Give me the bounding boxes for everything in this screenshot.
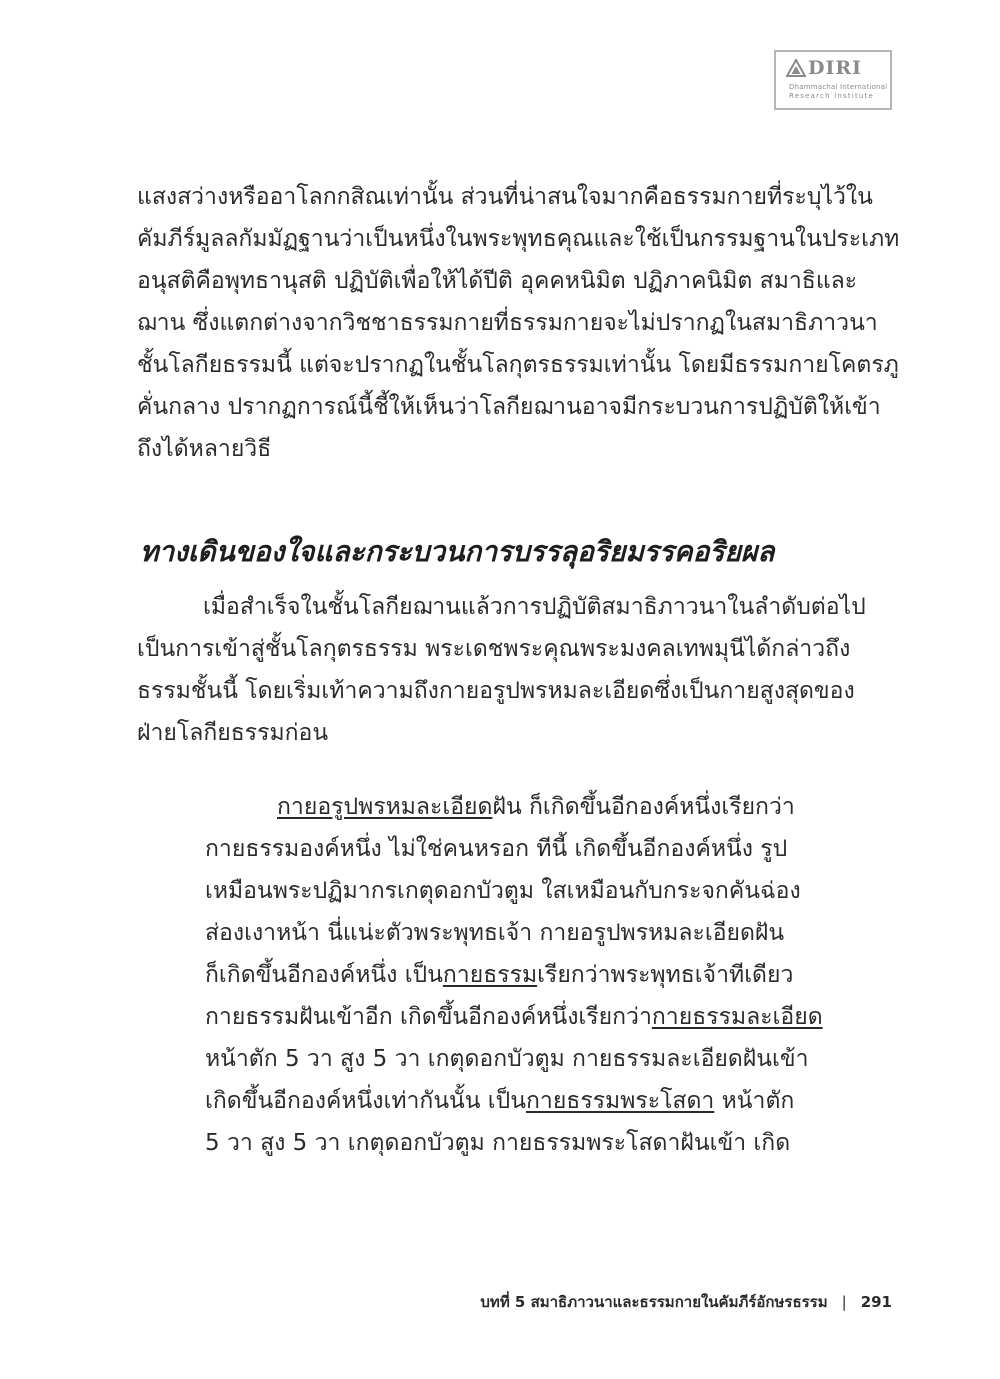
quote-text: หน้าตัก [714,1088,795,1114]
underlined-term: กายธรรม [442,962,538,988]
underlined-term: กายธรรมพระโสดา [525,1088,715,1114]
paragraph-line: เมื่อสำเร็จในชั้นโลกียฌานแล้วการปฏิบัติสมาธิภาวนาในลำดับต่อไป [203,594,866,620]
paragraph-line: เป็นการเข้าสู่ชั้นโลกุตรธรรม พระเดชพระคุณพระมงคลเทพมุนีได้กล่าวถึง [137,636,851,662]
paragraph-line: ชั้นโลกียธรรมนี้ แต่จะปรากฏในชั้นโลกุตรธรรมเท่านั้น โดยมีธรรมกายโคตรภู [137,352,899,378]
paragraph-line: แสงสว่างหรืออาโลกกสิณเท่านั้น ส่วนที่น่าสนใจมากคือธรรมกายที่ระบุไว้ใน [137,184,873,210]
quote-line: กายธรรมองค์หนึ่ง ไม่ใช่คนหรอก ทีนี้ เกิดขึ้นอีกองค์หนึ่ง รูป [205,836,788,862]
quote-text: เรียกว่าพระพุทธเจ้าทีเดียว [537,962,794,988]
quote-line: หน้าตัก 5 วา สูง 5 วา เกตุดอกบัวตูม กายธรรมละเอียดฝันเข้า [205,1046,809,1072]
quote-text: เกิดขึ้นอีกองค์หนึ่งเท่ากันนั้น เป็น [205,1088,526,1114]
quote-line [205,996,823,1038]
page-number: 291 [860,1293,892,1311]
paragraph-2 [137,586,866,754]
quote-text: ก็เกิดขึ้นอีกองค์หนึ่ง เป็น [205,962,443,988]
quote-line: 5 วา สูง 5 วา เกตุดอกบัวตูม กายธรรมพระโสดาฝันเข้า เกิด [205,1130,791,1156]
paragraph-line: คัมภีร์มูลลกัมมัฏฐานว่าเป็นหนึ่งในพระพุทธคุณและใช้เป็นกรรมฐานในประเภท [137,226,900,252]
paragraph-line: ฌาน ซึ่งแตกต่างจากวิชชาธรรมกายที่ธรรมกายจะไม่ปรากฏในสมาธิภาวนา [137,310,878,336]
quote-text: ฝัน ก็เกิดขึ้นอีกองค์หนึ่งเรียกว่า [492,794,795,820]
underlined-term: กายธรรมละเอียด [651,1004,823,1030]
quote-line: เหมือนพระปฏิมากรเกตุดอกบัวตูม ใสเหมือนกับกระจกคันฉ่อง [205,878,801,904]
diri-logo [774,50,892,110]
paragraph-line: ถึงได้หลายวิธี [137,436,272,462]
quote-line [205,1080,823,1122]
chapter-title: บทที่ 5 สมาธิภาวนาและธรรมกายในคัมภีร์อักษรธรรม [480,1293,828,1311]
quote-line [205,954,823,996]
paragraph-line: คั่นกลาง ปรากฏการณ์นี้ชี้ให้เห็นว่าโลกียฌานอาจมีกระบวนการปฏิบัติให้เข้า [137,394,881,420]
paragraph-line: อนุสติคือพุทธานุสติ ปฏิบัติเพื่อให้ได้ปีติ อุคคหนิมิต ปฏิภาคนิมิต สมาธิและ [137,268,858,294]
block-quote [205,786,823,1164]
footer-separator: | [841,1293,847,1311]
page-footer [480,1290,892,1314]
quote-text: กายธรรมฝันเข้าอีก เกิดขึ้นอีกองค์หนึ่งเรียกว่า [205,1004,652,1030]
logo-wordmark: DIRI [808,57,863,79]
section-heading: ทางเดินของใจและกระบวนการบรรลุอริยมรรคอริยผล [140,535,775,568]
paragraph-line: ธรรมชั้นนี้ โดยเริ่มเท้าความถึงกายอรูปพรหมละเอียดซึ่งเป็นกายสูงสุดของ [137,678,855,704]
logo-subtitle-2: Research Institute [789,92,875,100]
diri-triangle-icon [786,59,806,77]
underlined-term: กายอรูปพรหมละเอียด [277,794,493,820]
paragraph-1 [137,176,899,470]
paragraph-line: ฝ่ายโลกียธรรมก่อน [137,720,329,746]
quote-line [205,786,823,828]
quote-line: ส่องเงาหน้า นี่แน่ะตัวพระพุทธเจ้า กายอรูปพรหมละเอียดฝัน [205,920,785,946]
logo-subtitle-1: Dhammachai International [789,83,888,91]
